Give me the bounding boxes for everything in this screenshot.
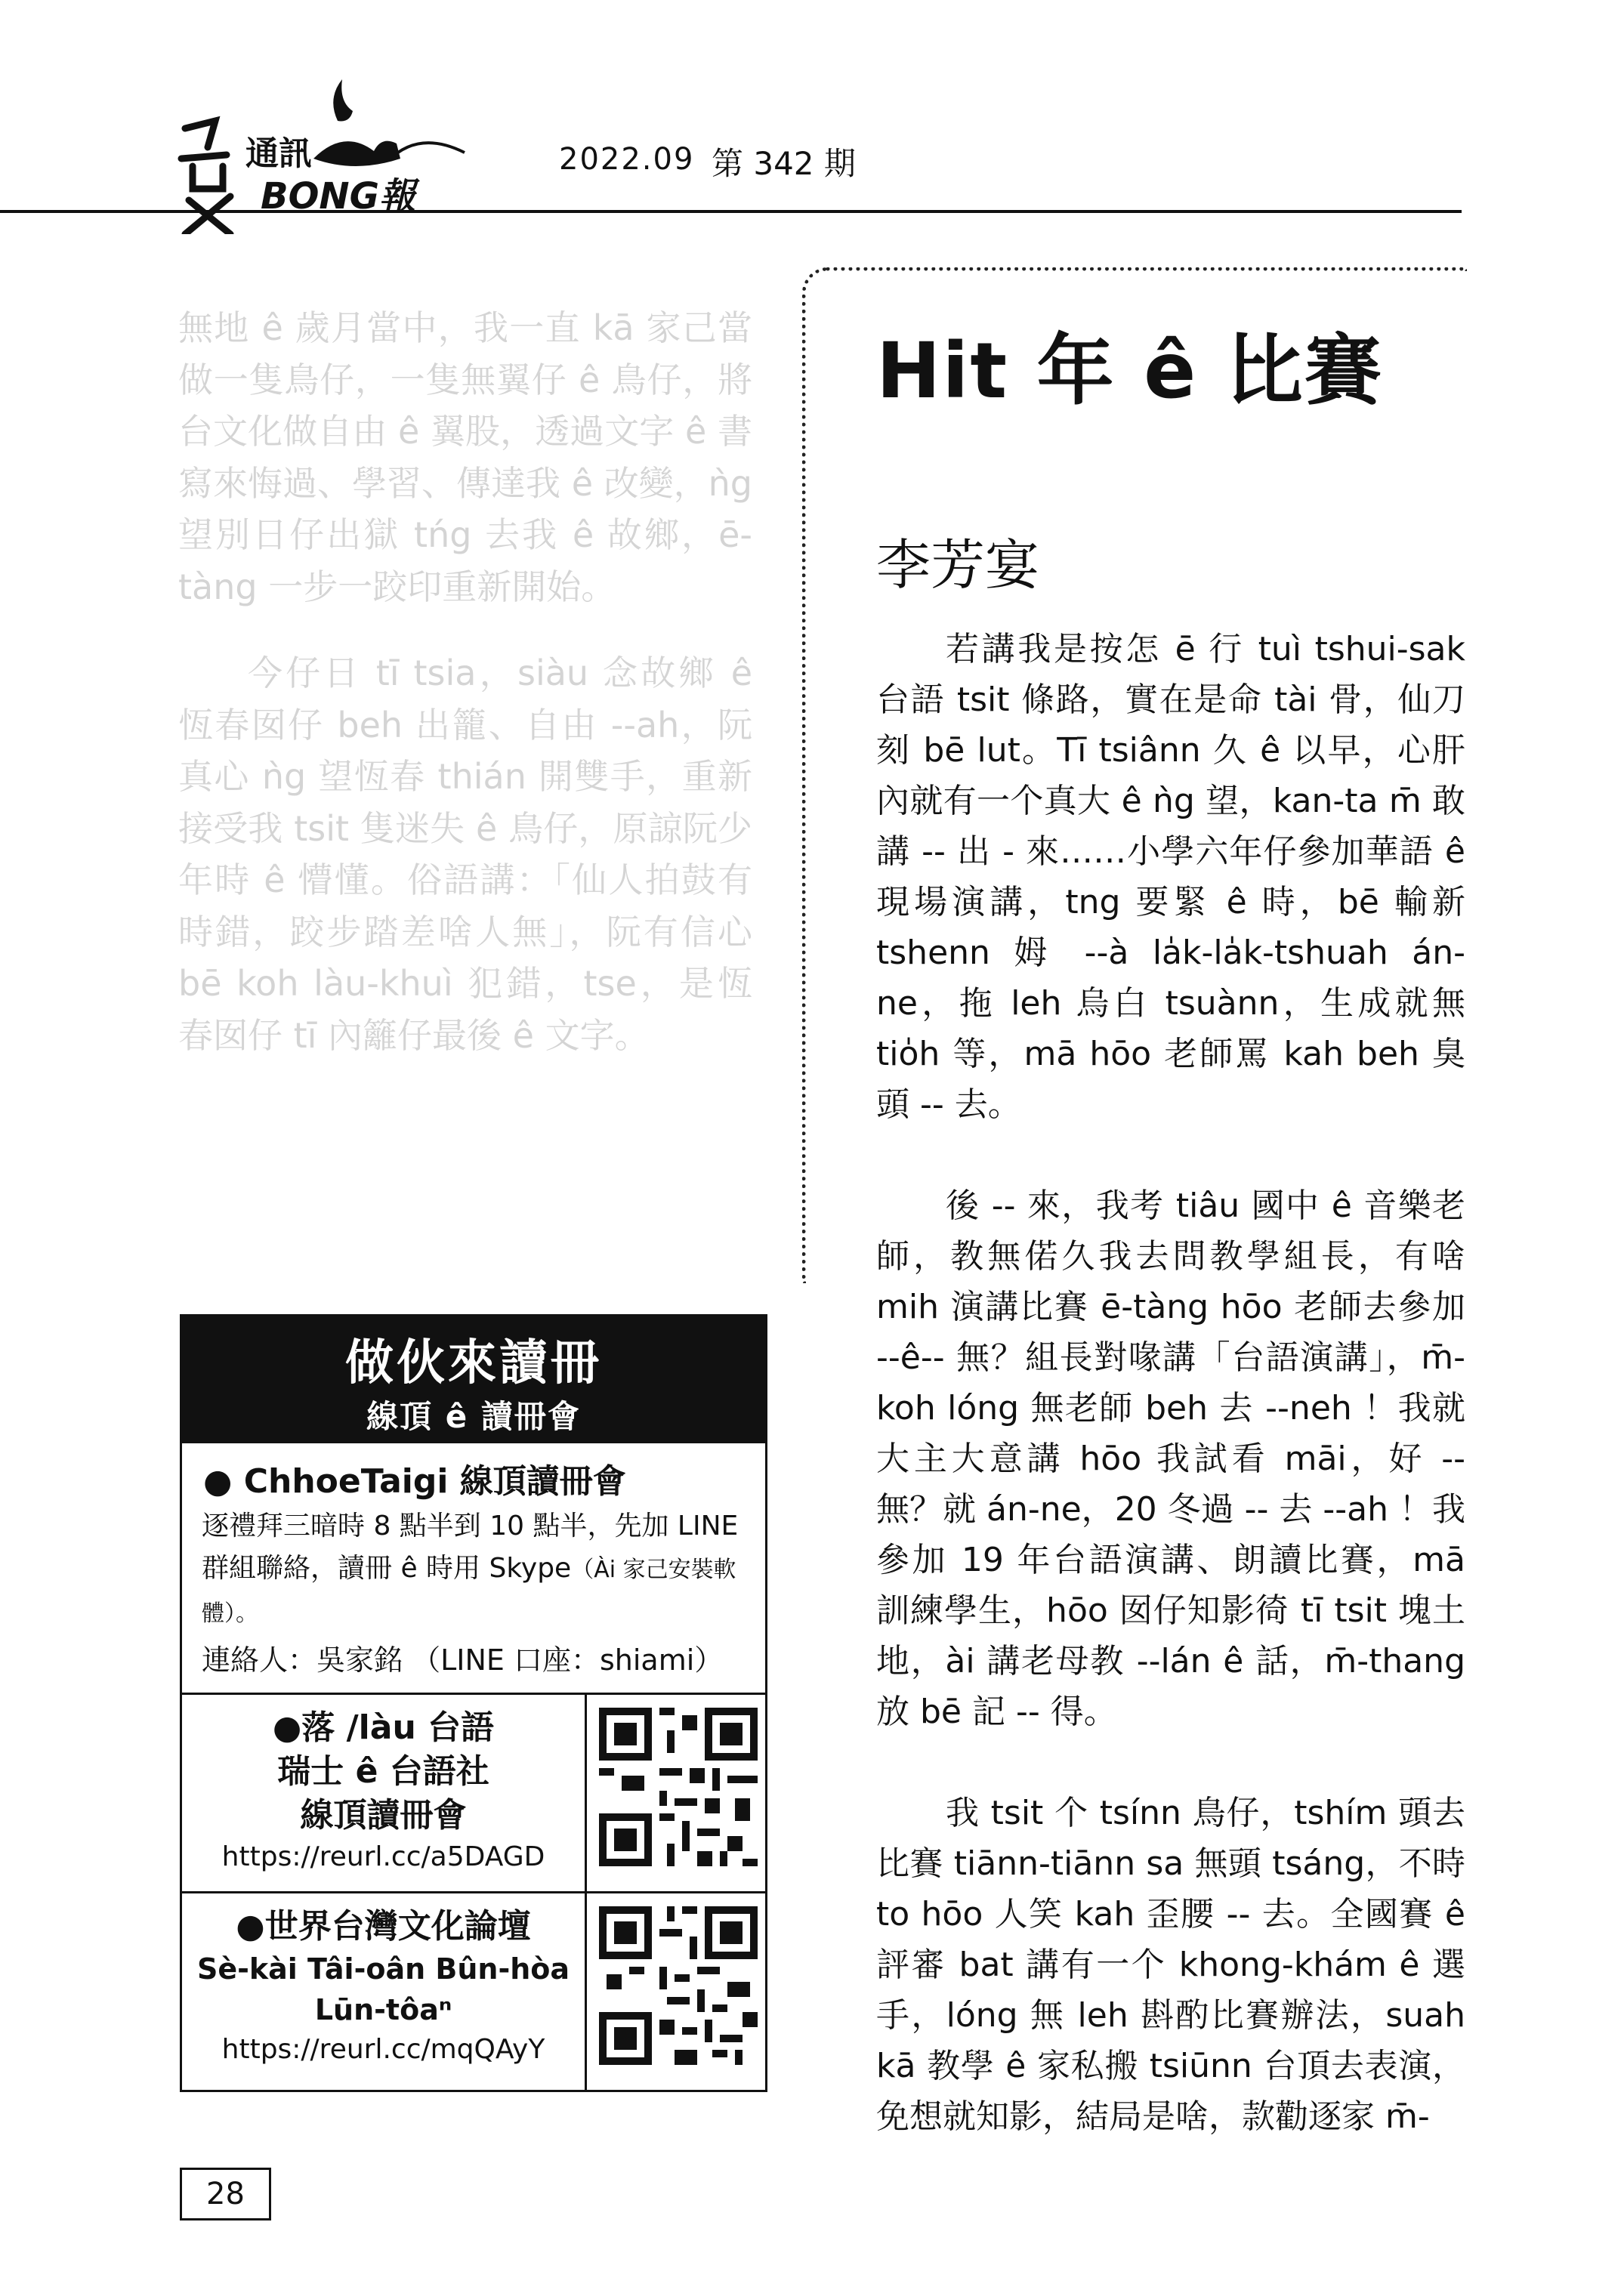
swiss-taigi-line: 線頂讀冊會: [300, 1796, 467, 1835]
article-body: [876, 624, 1465, 2193]
forum-line: Sè-kài Tâi-oân Bûn-hòa: [196, 1952, 570, 1986]
forum-url[interactable]: https://reurl.cc/mqQAyY: [221, 2034, 545, 2065]
svg-text:通訊: 通訊: [245, 134, 312, 173]
header-rule: [0, 210, 1462, 213]
article-paragraph: 後 -- 來，我考 tiâu 國中 ê 音樂老師，教無偌久我去問教學組長，有啥 mih 演講比賽 ē-tàng hōo 老師去參加 --ê-- 無？組長對喙講「台語演講」，m̄-koh lóng 無老師 beh 去 --neh ！我就大主大意講 hōo 我試看 māi，好 -- 無？就 án-ne，20 冬過 -- 去 --ah ！我參加 19 年台語演講、朗讀比賽，mā 訓練學生，hōo 囡仔知影徛 tī tsit 塊土地，ài 講老母教 --lán ê 話，m̄-thang 放 bē 記 -- 得。: [876, 1187, 1465, 1731]
issue-number: 第 342 期: [712, 145, 856, 182]
chhoetaigi-title: ● ChhoeTaigi 線頂讀冊會: [203, 1462, 626, 1501]
article-paragraph: 我 tsit 个 tsínn 鳥仔，tshím 頭去比賽 tiānn-tiānn sa 無頭 tsáng，不時 to hōo 人笑 kah 歪腰 -- 去。全國賽 ê 評審 bat 講有一个 khong-khám ê 選手，lóng 無 leh 斟酌比賽辦法，suah kā 教學 ê 家私搬 tsiūnn 台頂去表演，免想就知影，結局是啥，款勸逐家 m̄-: [876, 1794, 1465, 2136]
forum-text: [182, 1891, 587, 2090]
ghost-paragraph: 今仔日 tī tsia，siàu 念故鄉 ê 恆春囡仔 beh 出籠、自由 --ah，阮真心 ǹg 望恆春 thián 開雙手，重新接受我 tsit 隻迷失 ê 鳥仔，原諒阮少年時 ê 懵懂。俗語講：「仙人拍鼓有時錯，跤步踏差啥人無」，阮有信心 bē koh làu-khuì 犯錯，tse，是恆春囡仔 tī 內籬仔最後 ê 文字。: [178, 653, 752, 1056]
reading-club-header: [182, 1316, 765, 1443]
chhoetaigi-contact: 連絡人：吳家銘 （LINE 口座：shiami）: [202, 1643, 724, 1677]
chhoetaigi-section: [182, 1443, 765, 1695]
forum-line: ●世界台灣文化論壇: [236, 1907, 531, 1946]
swiss-taigi-line: ●落 /làu 台語: [272, 1708, 495, 1747]
qr-code-icon[interactable]: [599, 1906, 758, 2065]
forum-line: Lūn-tôaⁿ: [314, 1993, 452, 2026]
qr-code-icon[interactable]: [599, 1708, 758, 1866]
article-title: Hit 年 ê 比賽: [876, 326, 1383, 416]
swiss-taigi-line: 瑞士 ê 台語社: [277, 1752, 489, 1791]
swiss-taigi-section: [182, 1693, 765, 1893]
article-paragraph: 若講我是按怎 ē 行 tuì tshui-sak 台語 tsit 條路，實在是命 tài 骨，仙刀刻 bē lut。Tī tsiânn 久 ê 以早，心肝內就有一个真大 ê ǹg 望，kan-ta m̄ 敢講 -- 出 - 來……小學六年仔參加華語 ê 現場演講，tng 要緊 ê 時，bē 輸新 tshenn 姆 --à la̍k-la̍k-tshuah án-ne，拖 leh 烏白 tsuànn，生成就無 tio̍h 等，mā hōo 老師罵 kah beh 臭頭 -- 去。: [876, 630, 1465, 1124]
ghost-paragraph: 無地 ê 歲月當中，我一直 kā 家己當做一隻鳥仔，一隻無翼仔 ê 鳥仔，將台文化做自由 ê 翼股，透過文字 ê 書寫來悔過、學習、傳達我 ê 改變，ǹg 望別日仔出獄 tńg 去我 ê 故鄉，ē-tàng 一步一跤印重新開始。: [178, 307, 752, 607]
svg-text:BONG報: BONG報: [261, 175, 415, 218]
swiss-taigi-text: [182, 1693, 587, 1891]
swiss-taigi-url[interactable]: https://reurl.cc/a5DAGD: [221, 1841, 545, 1872]
chhoetaigi-schedule: 逐禮拜三暗時 8 點半到 10 點半，先加 LINE 群組聯絡，讀冊 ê 時用 Skype: [202, 1511, 739, 1584]
previous-article-ending: [178, 302, 752, 1096]
reading-club-title: 做伙來讀冊: [345, 1335, 602, 1391]
page-number: 28: [180, 2168, 271, 2220]
issue-date: 2022.09: [559, 142, 695, 177]
article-author: 李芳宴: [876, 533, 1040, 597]
reading-club-subtitle: 線頂 ê 讀冊會: [366, 1398, 581, 1435]
reading-club-box: [180, 1314, 767, 2092]
chhoetaigi-note: （Ài 家己安裝軟體）。: [202, 1557, 736, 1627]
world-taiwan-forum-section: [182, 1891, 765, 2090]
chhoetaigi-description: [202, 1505, 753, 1635]
